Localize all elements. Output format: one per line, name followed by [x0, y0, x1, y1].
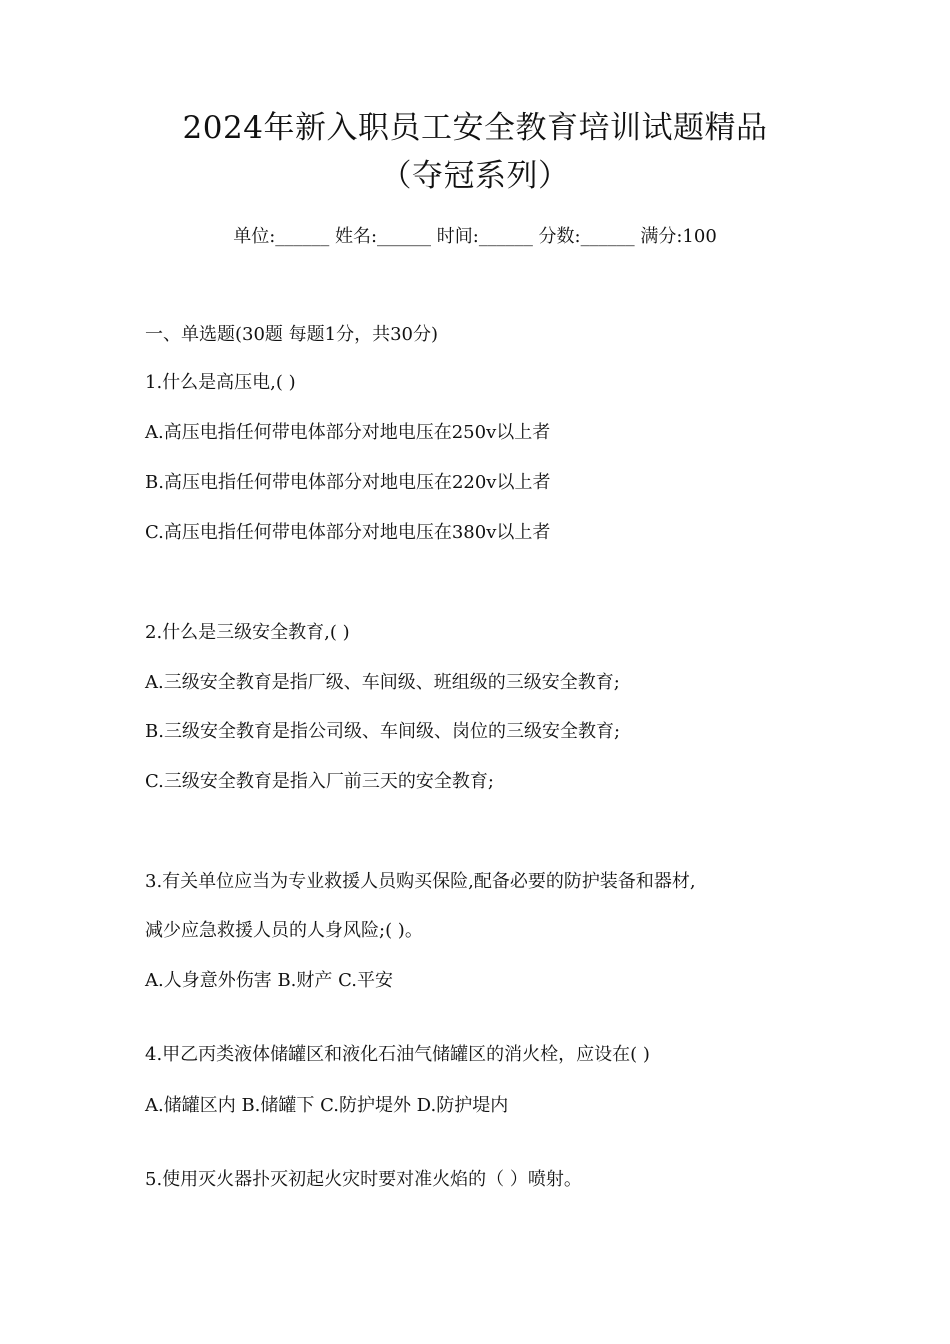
question-2-option-a: A.三级安全教育是指厂级、车间级、班组级的三级安全教育; [145, 672, 620, 693]
question-1-option-b: B.高压电指任何带电体部分对地电压在220v以上者 [145, 472, 551, 493]
section-heading: 一、单选题(30题 每题1分，共30分) [145, 324, 439, 345]
question-4-options: A.储罐区内 B.储罐下 C.防护堤外 D.防护堤内 [145, 1095, 509, 1116]
document-subtitle: （夺冠系列） [380, 158, 570, 194]
exam-info-line: 单位:______ 姓名:______ 时间:______ 分数:______ 满分:100 [233, 226, 717, 247]
question-4-stem: 4.甲乙丙类液体储罐区和液化石油气储罐区的消火栓，应设在( ) [145, 1044, 650, 1065]
question-5-stem: 5.使用灭火器扑灭初起火灾时要对准火焰的（ ）喷射。 [145, 1169, 582, 1190]
question-1-option-c: C.高压电指任何带电体部分对地电压在380v以上者 [145, 522, 551, 543]
document-title: 2024年新入职员工安全教育培训试题精品 [182, 110, 768, 146]
question-3-stem: 3.有关单位应当为专业救援人员购买保险,配备必要的防护装备和器材, [145, 871, 696, 892]
question-2-stem: 2.什么是三级安全教育,( ) [145, 622, 350, 643]
question-2-option-b: B.三级安全教育是指公司级、车间级、岗位的三级安全教育; [145, 721, 621, 742]
question-1-stem: 1.什么是高压电,( ) [145, 372, 296, 393]
question-3-stem-continued: 减少应急救援人员的人身风险;( )。 [145, 920, 423, 941]
question-3-options: A.人身意外伤害 B.财产 C.平安 [145, 970, 393, 991]
question-1-option-a: A.高压电指任何带电体部分对地电压在250v以上者 [145, 422, 551, 443]
question-2-option-c: C.三级安全教育是指入厂前三天的安全教育; [145, 771, 494, 792]
